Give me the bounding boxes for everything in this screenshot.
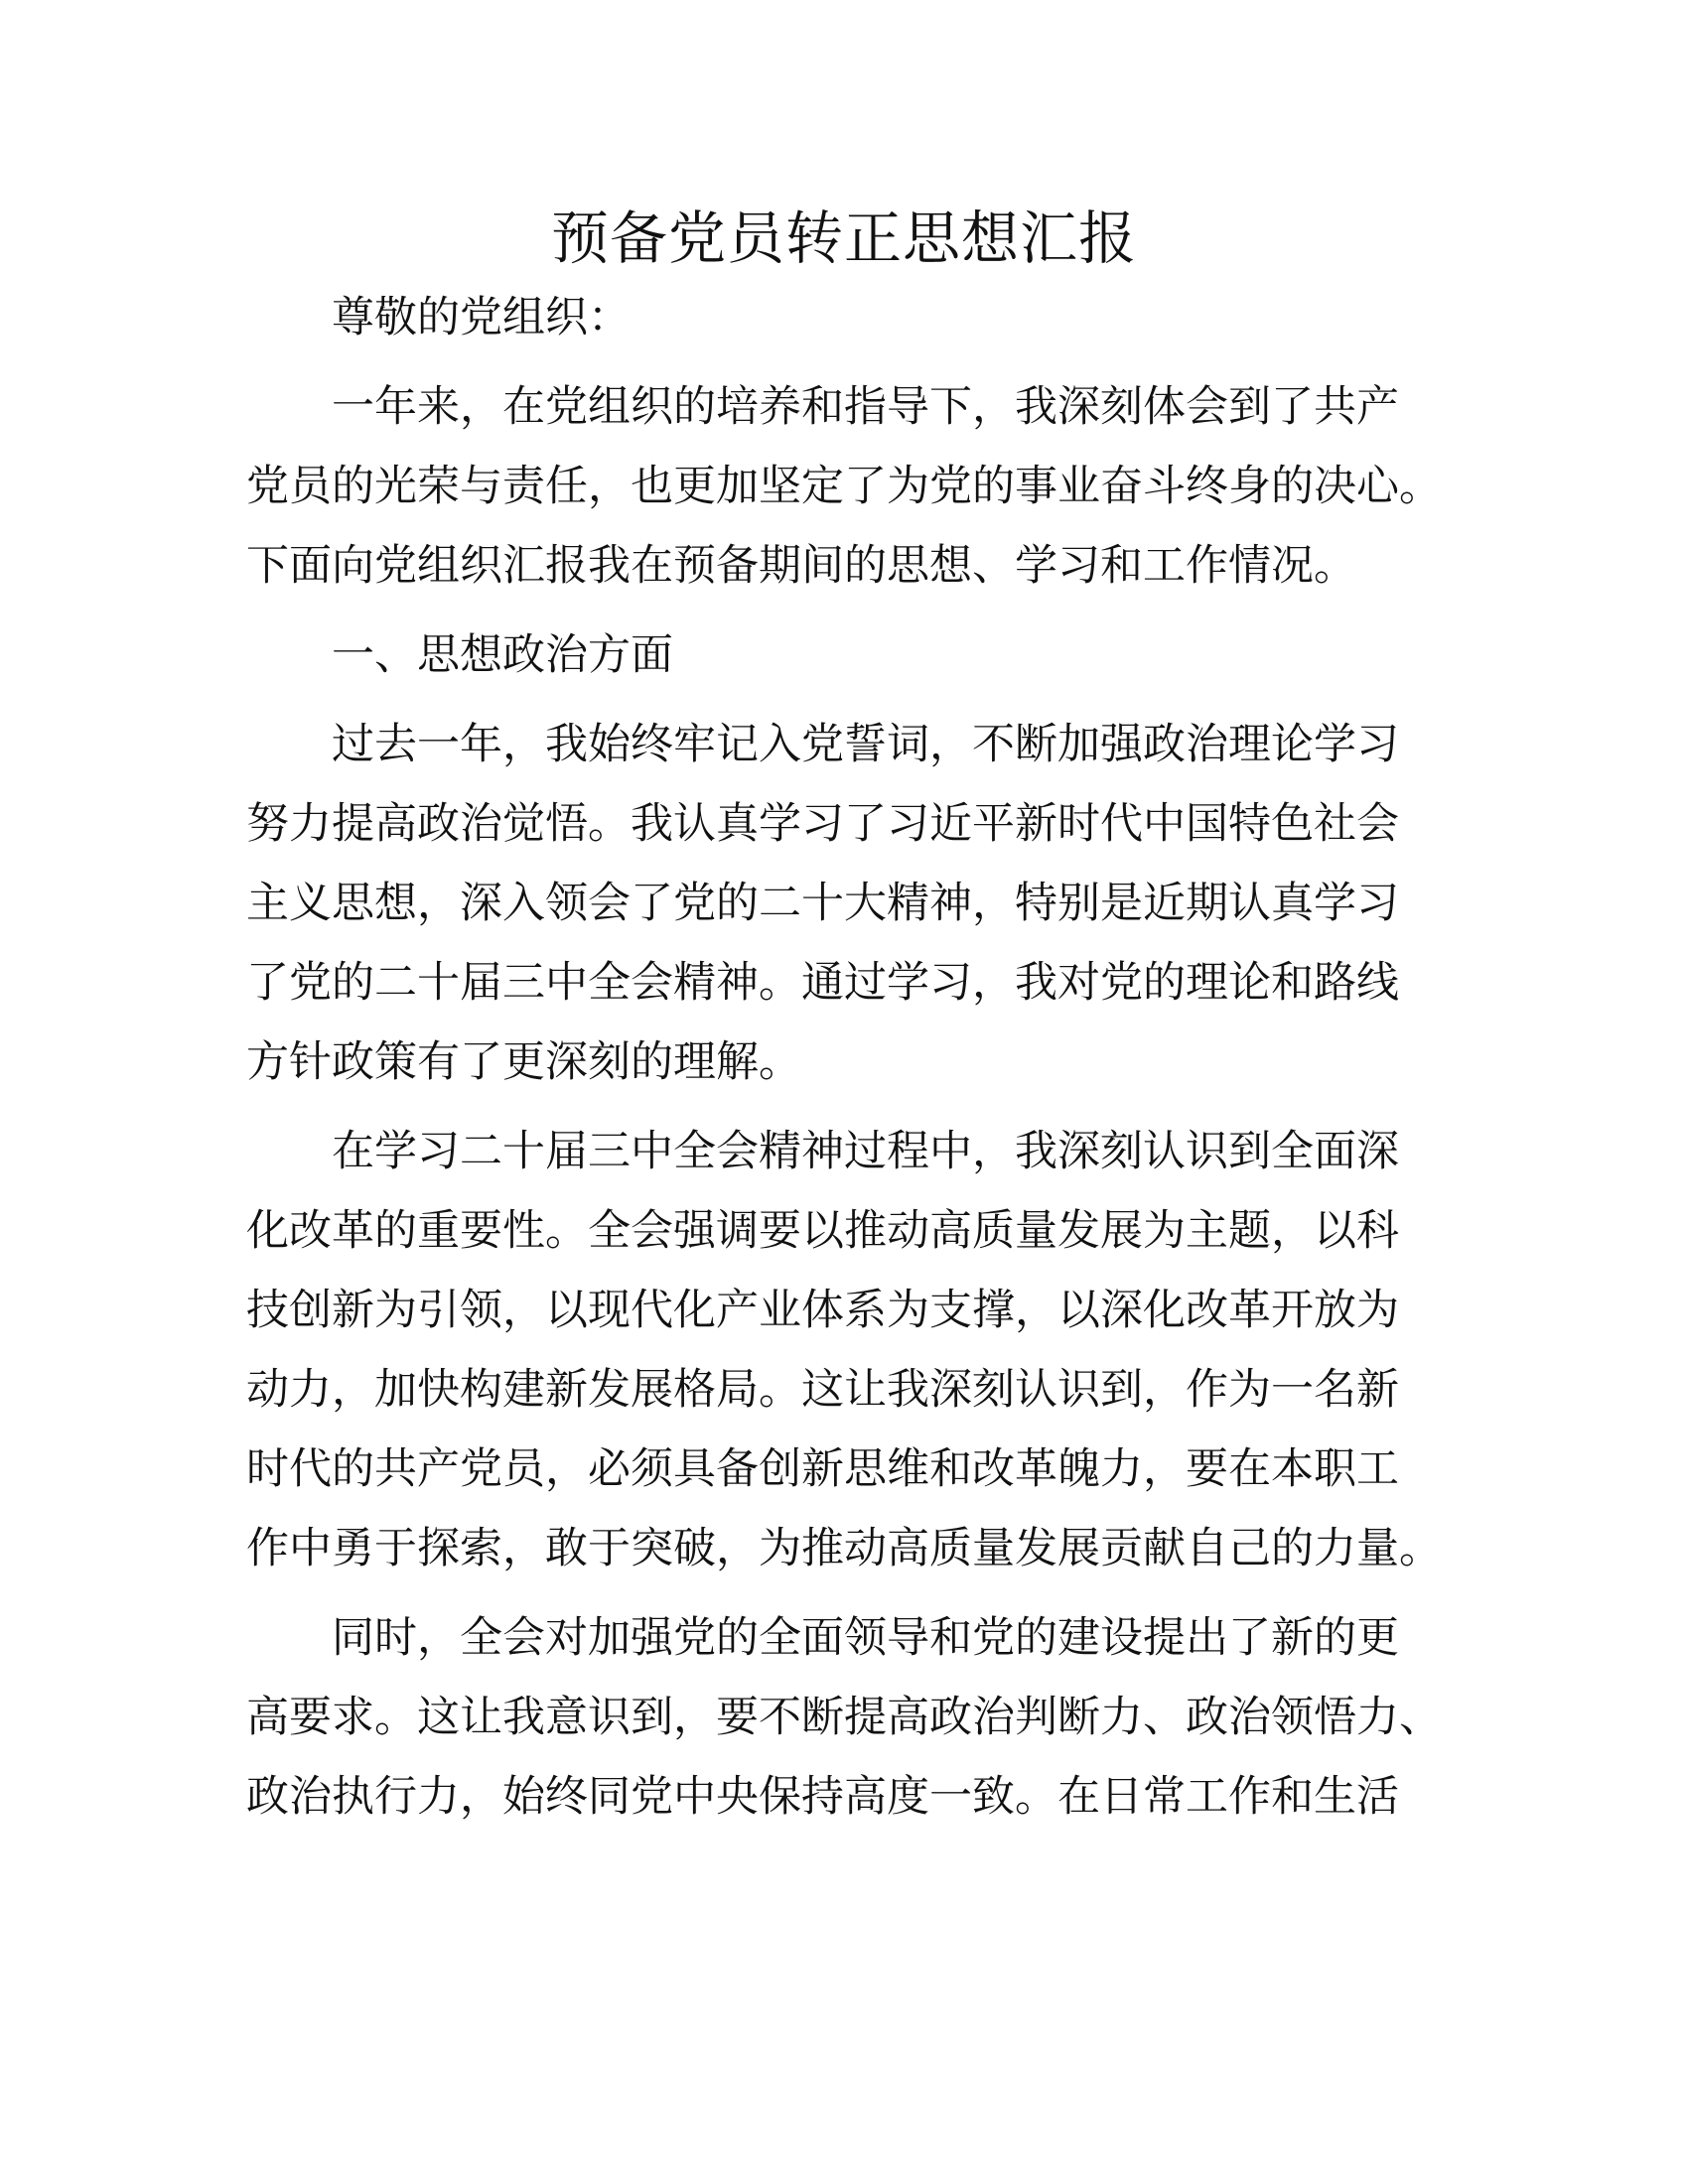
text-line: 一、思想政治方面 <box>332 630 673 680</box>
text-line: 一年来，在党组织的培养和指导下，我深刻体会到了共产 <box>332 382 1399 432</box>
text-line: 同时，全会对加强党的全面领导和党的建设提出了新的更 <box>332 1613 1399 1663</box>
text-line: 化改革的重要性。全会强调要以推动高质量发展为主题，以科 <box>246 1206 1399 1256</box>
text-line: 技创新为引领，以现代化产业体系为支撑，以深化改革开放为 <box>246 1286 1399 1335</box>
text-line: 党员的光荣与责任，也更加坚定了为党的事业奋斗终身的决心。 <box>246 462 1442 511</box>
document-title: 预备党员转正思想汇报 <box>550 205 1137 272</box>
text-line: 方针政策有了更深刻的理解。 <box>246 1037 801 1087</box>
paragraph-intro <box>246 367 1453 606</box>
document-body <box>246 278 1453 1846</box>
paragraph-party-leadership <box>246 1598 1453 1837</box>
salutation <box>246 278 1453 357</box>
text-line: 了党的二十届三中全会精神。通过学习，我对党的理论和路线 <box>246 958 1399 1008</box>
section-heading <box>246 615 1453 695</box>
paragraph-reform <box>246 1112 1453 1588</box>
paragraph-political-study <box>246 705 1453 1102</box>
text-line: 政治执行力，始终同党中央保持高度一致。在日常工作和生活 <box>246 1772 1399 1822</box>
text-line: 努力提高政治觉悟。我认真学习了习近平新时代中国特色社会 <box>246 799 1399 849</box>
text-line: 作中勇于探索，敢于突破，为推动高质量发展贡献自己的力量。 <box>246 1524 1442 1573</box>
text-line: 下面向党组织汇报我在预备期间的思想、学习和工作情况。 <box>246 541 1356 591</box>
text-line: 时代的共产党员，必须具备创新思维和改革魄力，要在本职工 <box>246 1444 1399 1494</box>
text-line: 高要求。这让我意识到，要不断提高政治判断力、政治领悟力、 <box>246 1693 1442 1742</box>
text-line: 动力，加快构建新发展格局。这让我深刻认识到，作为一名新 <box>246 1365 1399 1415</box>
text-line: 主义思想，深入领会了党的二十大精神，特别是近期认真学习 <box>246 879 1399 928</box>
text-line: 过去一年，我始终牢记入党誓词，不断加强政治理论学习 <box>332 720 1399 769</box>
text-line: 尊敬的党组织： <box>332 293 631 342</box>
text-line: 在学习二十届三中全会精神过程中，我深刻认识到全面深 <box>332 1127 1399 1176</box>
